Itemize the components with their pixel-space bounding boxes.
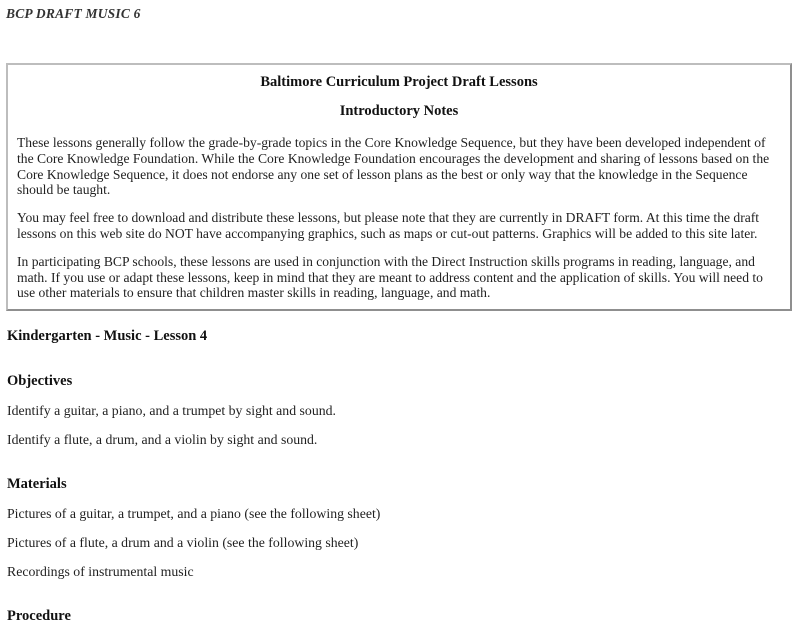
- objectives-heading: Objectives: [7, 373, 73, 390]
- intro-paragraph: These lessons generally follow the grade-by-grade topics in the Core Knowledge Sequence, but they have been developed independent of the Core Knowledge Foundation. While the Core Knowledge Foundation encourages the development and sharing of lessons based on the Core Knowledge Sequence, it does not endorse any one set of lesson plans as the best or only way that the knowledge in the Sequence should be taught.: [17, 135, 770, 198]
- procedure-heading: Procedure: [7, 608, 71, 625]
- introductory-notes-box: [6, 63, 792, 311]
- materials-item: Pictures of a guitar, a trumpet, and a piano (see the following sheet): [7, 506, 381, 522]
- running-header: BCP DRAFT MUSIC 6: [6, 6, 141, 21]
- intro-paragraph: In participating BCP schools, these lessons are used in conjunction with the Direct Instruction skills programs in reading, language, and math. If you use or adapt these lessons, keep in mind that they are meant to address content and the application of skills. You will need to use other materials to ensure that children master skills in reading, language, and math.: [17, 253, 763, 301]
- materials-heading: Materials: [7, 476, 67, 493]
- intro-paragraph: You may feel free to download and distribute these lessons, but please note that they are currently in DRAFT form. At this time the draft lessons on this web site do NOT have accompanying graphics, such as maps or cut-out patterns. Graphics will be added to this site later.: [17, 210, 760, 241]
- lesson-title: Kindergarten - Music - Lesson 4: [7, 328, 208, 345]
- materials-item: Recordings of instrumental music: [7, 564, 194, 580]
- materials-item: Pictures of a flute, a drum and a violin (see the following sheet): [7, 535, 359, 551]
- lesson-body: [0, 327, 800, 625]
- box-subtitle: Introductory Notes: [339, 103, 459, 119]
- objectives-item: Identify a flute, a drum, and a violin by sight and sound.: [7, 432, 318, 448]
- box-title: Baltimore Curriculum Project Draft Lessons: [260, 74, 538, 90]
- objectives-item: Identify a guitar, a piano, and a trumpet by sight and sound.: [7, 403, 336, 419]
